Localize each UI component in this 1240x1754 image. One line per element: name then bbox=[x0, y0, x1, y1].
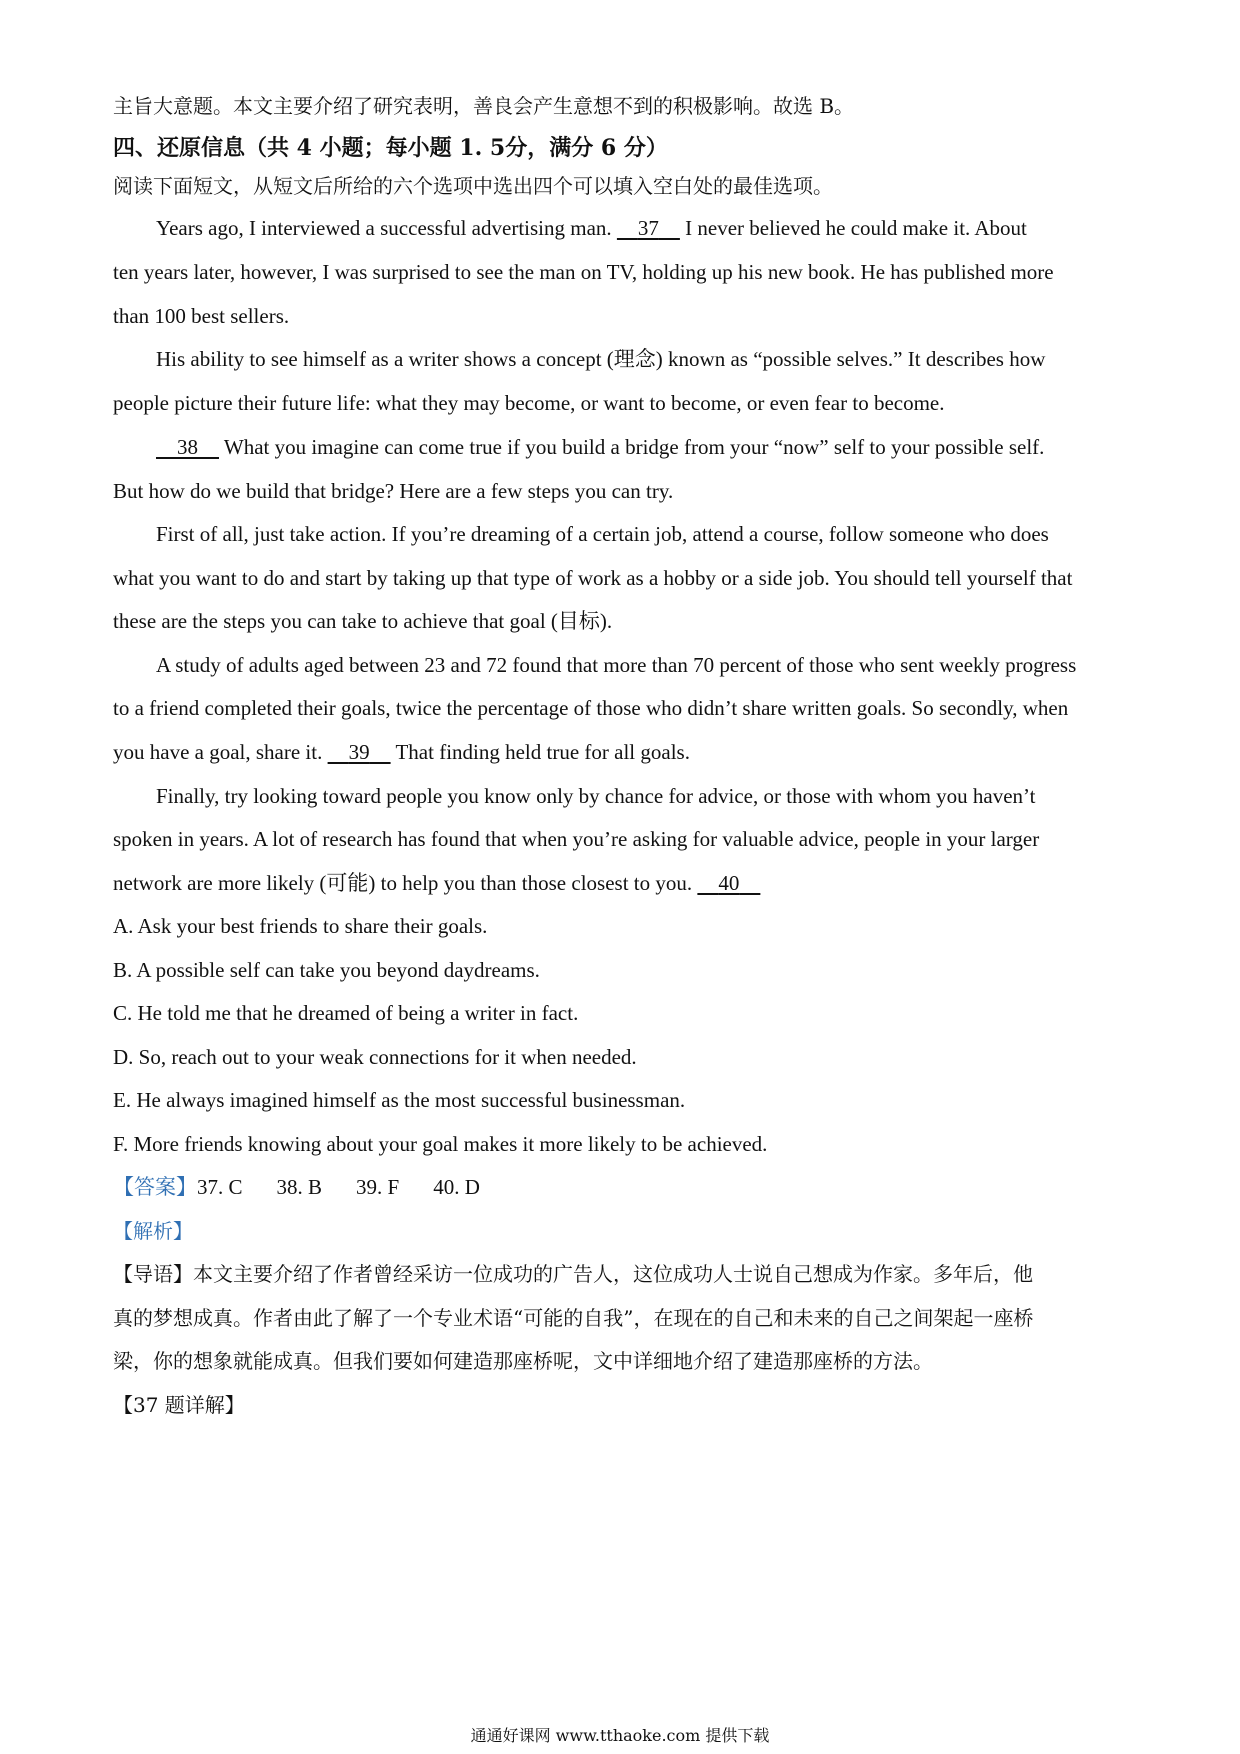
passage-text: Years ago, I interviewed a successful advertising man. bbox=[156, 216, 617, 240]
passage-p3-line2: But how do we build that bridge? Here are a few steps you can try. bbox=[113, 479, 674, 503]
passage-text: That finding held true for all goals. bbox=[390, 740, 690, 764]
passage-p1-line3: than 100 best sellers. bbox=[113, 304, 290, 328]
passage-p2-line2: people picture their future life: what they may become, or want to become, or even fear to become. bbox=[113, 391, 945, 415]
analysis-label: 【解析】 bbox=[113, 1219, 193, 1243]
instruction-text: 阅读下面短文，从短文后所给的六个选项中选出四个可以填入空白处的最佳选项。 bbox=[113, 174, 833, 198]
q37-detail-label: 【37 题详解】 bbox=[113, 1393, 245, 1417]
option-e: E. He always imagined himself as the most successful businessman. bbox=[113, 1088, 686, 1112]
answer-item: 38. B bbox=[276, 1175, 323, 1199]
page-footer: 通通好课网 www.tthaoke.com 提供下载 bbox=[470, 1726, 770, 1745]
guide-line2: 真的梦想成真。作者由此了解了一个专业术语“可能的自我”，在现在的自己和未来的自己之间架起一座桥 bbox=[113, 1306, 1034, 1330]
passage-text: network are more likely (可能) to help you than those closest to you. bbox=[113, 871, 698, 895]
answer-item: 37. C bbox=[197, 1175, 243, 1199]
guide-text: 本文主要介绍了作者曾经采访一位成功的广告人，这位成功人士说自己想成为作家。多年后，他 bbox=[193, 1262, 1033, 1286]
passage-p4-line3: these are the steps you can take to achieve that goal (目标). bbox=[113, 609, 613, 633]
passage-p6-line3 bbox=[113, 869, 1133, 897]
option-d: D. So, reach out to your weak connections for it when needed. bbox=[113, 1045, 637, 1069]
passage-p3-line1 bbox=[156, 433, 1136, 461]
blank-37: 37 bbox=[637, 216, 659, 240]
guide-line1 bbox=[113, 1260, 1133, 1288]
option-b: B. A possible self can take you beyond daydreams. bbox=[113, 958, 540, 982]
passage-p5-line3 bbox=[113, 738, 1133, 766]
answer-label: 【答案】 bbox=[113, 1175, 197, 1199]
option-a: A. Ask your best friends to share their goals. bbox=[113, 914, 488, 938]
passage-text: you have a goal, share it. bbox=[113, 740, 328, 764]
passage-p1-line1 bbox=[156, 214, 1136, 242]
blank-40: 40 bbox=[718, 871, 740, 895]
answer-line bbox=[113, 1173, 1133, 1201]
passage-p5-line2: to a friend completed their goals, twice the percentage of those who didn’t share written goals. So secondly, when bbox=[113, 696, 1069, 720]
answer-item: 39. F bbox=[356, 1175, 400, 1199]
passage-p6-line2: spoken in years. A lot of research has found that when you’re asking for valuable advice, people in your larger bbox=[113, 827, 1040, 851]
passage-text: I never believed he could make it. About bbox=[679, 216, 1027, 240]
blank-39: 39 bbox=[348, 740, 370, 764]
option-c: C. He told me that he dreamed of being a writer in fact. bbox=[113, 1001, 579, 1025]
section-heading: 四、还原信息（共 4 小题；每小题 1. 5分，满分 6 分） bbox=[113, 135, 668, 161]
guide-line3: 梁，你的想象就能成真。但我们要如何建造那座桥呢，文中详细地介绍了建造那座桥的方法。 bbox=[113, 1349, 933, 1373]
answer-item: 40. D bbox=[433, 1175, 480, 1199]
option-f: F. More friends knowing about your goal makes it more likely to be achieved. bbox=[113, 1132, 768, 1156]
passage-p4-line1: First of all, just take action. If you’re dreaming of a certain job, attend a course, follow someone who does bbox=[156, 522, 1049, 546]
passage-p4-line2: what you want to do and start by taking up that type of work as a hobby or a side job. You should tell yourself that bbox=[113, 566, 1073, 590]
passage-p2-line1: His ability to see himself as a writer shows a concept (理念) known as “possible selves.” It describes how bbox=[156, 347, 1046, 371]
guide-label: 【导语】 bbox=[113, 1262, 193, 1286]
passage-p6-line1: Finally, try looking toward people you know only by chance for advice, or those with whom you haven’t bbox=[156, 784, 1036, 808]
passage-text: What you imagine can come true if you build a bridge from your “now” self to your possible self. bbox=[219, 435, 1045, 459]
blank-38: 38 bbox=[177, 435, 198, 459]
passage-p5-line1: A study of adults aged between 23 and 72 found that more than 70 percent of those who sent weekly progress bbox=[156, 653, 1077, 677]
passage-p1-line2: ten years later, however, I was surprised to see the man on TV, holding up his new book. He has published more bbox=[113, 260, 1054, 284]
intro-line: 主旨大意题。本文主要介绍了研究表明，善良会产生意想不到的积极影响。故选 B。 bbox=[113, 94, 855, 118]
